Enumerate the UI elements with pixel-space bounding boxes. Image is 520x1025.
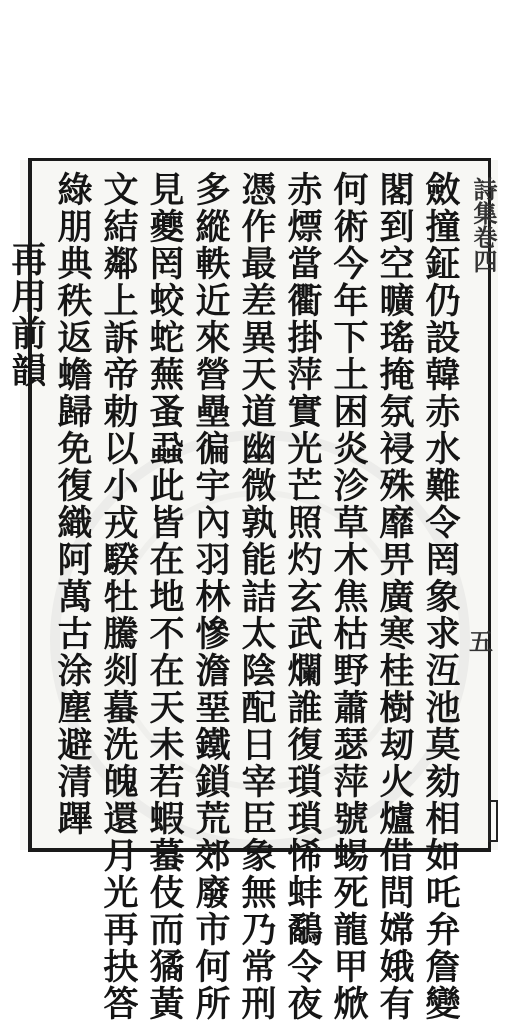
glyph: 返 [57,318,93,359]
glyph: 詰 [241,577,277,618]
glyph: 劾 [425,762,461,803]
glyph: 灼 [287,540,323,581]
glyph: 空 [379,244,415,285]
glyph: 年 [333,281,369,322]
glyph: 爐 [379,799,415,840]
glyph: 蝦 [149,799,185,840]
glyph: 微 [241,466,277,507]
glyph: 此 [149,466,185,507]
glyph: 郊 [195,836,231,877]
glyph: 夜 [287,984,323,1025]
glyph: 清 [57,762,93,803]
glyph: 古 [57,614,93,655]
glyph: 甲 [333,947,369,988]
glyph: 焦 [333,577,369,618]
glyph: 蛟 [149,281,185,322]
glyph: 魄 [103,762,139,803]
glyph: 氛 [379,392,415,433]
glyph: 沴 [333,466,369,507]
glyph: 臣 [241,799,277,840]
glyph: 弁 [425,910,461,951]
glyph: 閣 [379,170,415,211]
glyph: 文 [103,170,139,211]
glyph: 市 [195,910,231,951]
glyph: 配 [241,688,277,729]
glyph: 萬 [57,577,93,618]
glyph: 瑤 [379,318,415,359]
glyph: 相 [425,799,461,840]
fishtail-mark [488,800,498,842]
glyph: 悕 [287,836,323,877]
glyph: 變 [425,984,461,1025]
glyph: 借 [379,836,415,877]
glyph: 土 [333,355,369,396]
glyph: 斂 [425,170,461,211]
glyph: 罔 [425,540,461,581]
glyph: 所 [195,984,231,1025]
text-column [238,172,280,1023]
glyph: 何 [195,947,231,988]
text-column [146,172,188,1023]
glyph: 莫 [425,725,461,766]
glyph: 桂 [379,651,415,692]
glyph: 誰 [287,688,323,729]
glyph: 實 [287,392,323,433]
glyph: 光 [287,429,323,470]
glyph: 避 [57,725,93,766]
glyph: 蟾 [57,355,93,396]
glyph: 鷸 [287,910,323,951]
glyph: 上 [103,281,139,322]
glyph: 蟇 [149,836,185,877]
edge-page-number-text: 五 [469,627,493,656]
glyph: 武 [287,614,323,655]
glyph: 復 [57,466,93,507]
glyph: 陰 [241,651,277,692]
glyph: 象 [241,836,277,877]
glyph: 蝨 [149,429,185,470]
glyph: 軼 [195,244,231,285]
glyph: 蚤 [149,392,185,433]
glyph: 涂 [57,651,93,692]
glyph: 孰 [241,503,277,544]
glyph: 設 [425,318,461,359]
glyph: 刑 [241,984,277,1025]
glyph: 掩 [379,355,415,396]
glyph: 來 [195,318,231,359]
text-column [376,172,418,1023]
glyph: 縱 [195,207,231,248]
glyph: 火 [379,762,415,803]
glyph: 光 [103,873,139,914]
glyph: 死 [333,873,369,914]
glyph: 織 [57,503,93,544]
glyph: 蛇 [149,318,185,359]
glyph: 蹕 [57,799,93,840]
glyph: 朋 [57,207,93,248]
glyph: 熛 [287,207,323,248]
glyph: 衢 [287,281,323,322]
glyph: 蕪 [149,355,185,396]
glyph: 林 [195,577,231,618]
glyph: 道 [241,392,277,433]
text-column [54,172,96,838]
glyph: 答 [103,984,139,1025]
glyph: 到 [379,207,415,248]
glyph: 有 [379,984,415,1025]
glyph: 月 [103,836,139,877]
glyph: 求 [425,614,461,655]
glyph: 蜴 [333,836,369,877]
glyph: 下 [333,318,369,359]
glyph: 太 [241,614,277,655]
glyph: 黃 [149,984,185,1025]
glyph: 帝 [103,355,139,396]
glyph: 赤 [425,392,461,433]
glyph: 瑣 [287,799,323,840]
glyph: 水 [425,429,461,470]
glyph: 照 [287,503,323,544]
glyph: 近 [195,281,231,322]
glyph: 慘 [195,614,231,655]
heading-glyph: 用 [11,277,47,318]
glyph: 何 [333,170,369,211]
glyph: 嫦 [379,910,415,951]
glyph: 壘 [195,392,231,433]
glyph: 韓 [425,355,461,396]
glyph: 令 [425,503,461,544]
glyph: 塵 [57,688,93,729]
glyph: 騰 [103,614,139,655]
glyph: 阿 [57,540,93,581]
glyph: 未 [149,725,185,766]
glyph: 罔 [149,244,185,285]
glyph: 娥 [379,947,415,988]
glyph: 令 [287,947,323,988]
glyph: 能 [241,540,277,581]
glyph: 澹 [195,651,231,692]
glyph: 刼 [379,725,415,766]
glyph: 小 [103,466,139,507]
glyph: 今 [333,244,369,285]
text-column [284,172,326,1023]
glyph: 羽 [195,540,231,581]
glyph: 困 [333,392,369,433]
glyph: 綠 [57,170,93,211]
glyph: 無 [241,873,277,914]
glyph: 最 [241,244,277,285]
glyph: 吒 [425,873,461,914]
glyph: 芒 [287,466,323,507]
glyph: 畀 [379,540,415,581]
glyph: 復 [287,725,323,766]
glyph: 廣 [379,577,415,618]
glyph: 地 [149,577,185,618]
text-column [330,172,372,1023]
glyph: 多 [195,170,231,211]
glyph: 玄 [287,577,323,618]
glyph: 幽 [241,429,277,470]
glyph: 廢 [195,873,231,914]
glyph: 瑣 [287,762,323,803]
glyph: 難 [425,466,461,507]
glyph: 在 [149,651,185,692]
glyph: 牡 [103,577,139,618]
glyph: 剡 [103,651,139,692]
glyph: 天 [241,355,277,396]
heading-glyph: 再 [11,240,47,281]
glyph: 以 [103,429,139,470]
text-column [100,172,142,1023]
glyph: 號 [333,799,369,840]
glyph: 樹 [379,688,415,729]
glyph: 憑 [241,170,277,211]
edge-title [466,165,496,285]
text-column [192,172,234,1023]
glyph: 殊 [379,466,415,507]
glyph: 再 [103,910,139,951]
glyph: 木 [333,540,369,581]
glyph: 免 [57,429,93,470]
glyph: 焮 [333,984,369,1025]
glyph: 歸 [57,392,93,433]
glyph: 如 [425,836,461,877]
glyph: 萍 [287,355,323,396]
glyph: 荒 [195,799,231,840]
glyph: 蟇 [103,688,139,729]
glyph: 乃 [241,910,277,951]
glyph: 沍 [425,651,461,692]
glyph: 結 [103,207,139,248]
poem-heading [8,242,50,390]
glyph: 日 [241,725,277,766]
glyph: 野 [333,651,369,692]
glyph: 掛 [287,318,323,359]
glyph: 洗 [103,725,139,766]
glyph: 鐵 [195,725,231,766]
glyph: 宰 [241,762,277,803]
glyph: 皆 [149,503,185,544]
glyph: 撞 [425,207,461,248]
glyph: 見 [149,170,185,211]
edge-title-text: 詩集卷四 [469,177,498,273]
glyph: 夔 [149,207,185,248]
glyph: 草 [333,503,369,544]
glyph: 曠 [379,281,415,322]
heading-glyph: 韻 [11,351,47,392]
glyph: 問 [379,873,415,914]
glyph: 蚌 [287,873,323,914]
glyph: 常 [241,947,277,988]
glyph: 內 [195,503,231,544]
heading-glyph: 前 [11,314,47,355]
glyph: 池 [425,688,461,729]
glyph: 術 [333,207,369,248]
glyph: 獝 [149,947,185,988]
glyph: 營 [195,355,231,396]
edge-page-number [466,627,496,656]
glyph: 象 [425,577,461,618]
glyph: 仍 [425,281,461,322]
glyph: 堊 [195,688,231,729]
glyph: 靡 [379,503,415,544]
glyph: 勅 [103,392,139,433]
glyph: 赤 [287,170,323,211]
glyph: 異 [241,318,277,359]
glyph: 蕭 [333,688,369,729]
glyph: 徧 [195,429,231,470]
glyph: 詹 [425,947,461,988]
text-column [422,172,464,1023]
glyph: 鄰 [103,244,139,285]
glyph: 鎖 [195,762,231,803]
glyph: 抉 [103,947,139,988]
glyph: 差 [241,281,277,322]
glyph: 天 [149,688,185,729]
glyph: 萍 [333,762,369,803]
glyph: 騤 [103,540,139,581]
glyph: 炎 [333,429,369,470]
glyph: 當 [287,244,323,285]
glyph: 瑟 [333,725,369,766]
glyph: 典 [57,244,93,285]
glyph: 作 [241,207,277,248]
glyph: 秩 [57,281,93,322]
glyph: 祲 [379,429,415,470]
glyph: 爛 [287,651,323,692]
glyph: 在 [149,540,185,581]
glyph: 枯 [333,614,369,655]
glyph: 鉦 [425,244,461,285]
glyph: 若 [149,762,185,803]
glyph: 戎 [103,503,139,544]
glyph: 還 [103,799,139,840]
glyph: 不 [149,614,185,655]
glyph: 伎 [149,873,185,914]
glyph: 龍 [333,910,369,951]
glyph: 訴 [103,318,139,359]
glyph: 而 [149,910,185,951]
glyph: 宇 [195,466,231,507]
glyph: 寒 [379,614,415,655]
